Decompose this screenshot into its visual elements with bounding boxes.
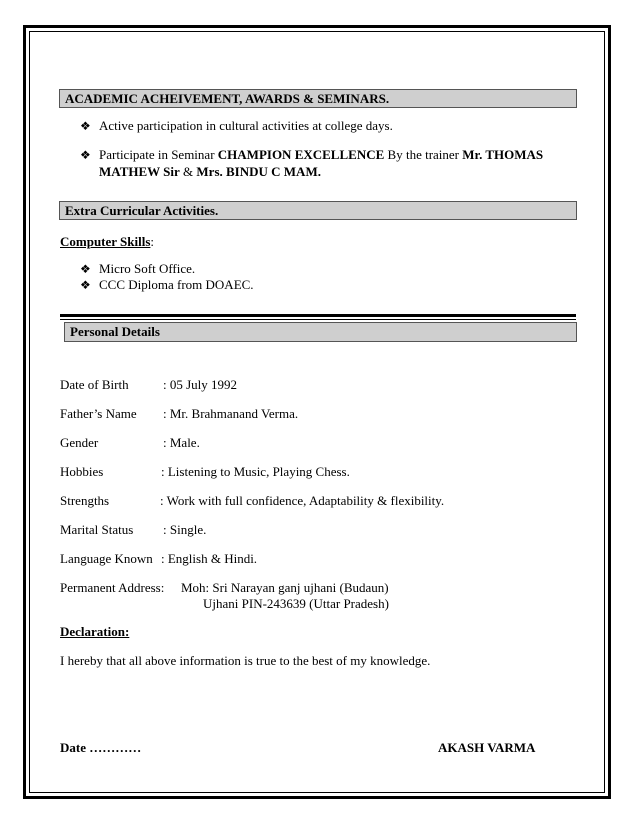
field-label-strengths: Strengths bbox=[60, 493, 110, 508]
field-value-hobbies: : Listening to Music, Playing Chess. bbox=[161, 464, 350, 479]
academic-bullet-2-pre: Participate in Seminar bbox=[99, 147, 218, 162]
academic-bullet-2-line2 bbox=[99, 164, 321, 180]
field-label-hobbies: Hobbies bbox=[60, 464, 104, 479]
section-heading-extra-curricular: Extra Curricular Activities. bbox=[59, 201, 577, 220]
date-label: Date ………… bbox=[60, 740, 142, 755]
field-label-language: Language Known bbox=[60, 551, 153, 566]
diamond-bullet-icon: ❖ bbox=[80, 119, 91, 133]
academic-bullet-2-mid: By the trainer bbox=[384, 147, 463, 162]
divider-thick bbox=[60, 314, 576, 317]
field-label-dob: Date of Birth bbox=[60, 377, 129, 392]
academic-bullet-1: Active participation in cultural activities at college days. bbox=[99, 118, 393, 133]
field-value-gender: : Male. bbox=[163, 435, 200, 450]
field-value-address-line1: Moh: Sri Narayan ganj ujhani (Budaun) bbox=[181, 580, 389, 595]
computer-skill-item-2: CCC Diploma from DOAEC. bbox=[99, 277, 254, 292]
section-heading-personal: Personal Details bbox=[64, 322, 577, 342]
declaration-heading: Declaration: bbox=[60, 624, 130, 639]
academic-bullet-2-seminar: CHAMPION EXCELLENCE bbox=[217, 147, 385, 162]
academic-bullet-2-trainer: Mr. THOMAS bbox=[462, 147, 544, 162]
field-label-gender: Gender bbox=[60, 435, 99, 450]
academic-bullet-2-trainer2: Mrs. BINDU C MAM. bbox=[196, 164, 321, 179]
diamond-bullet-icon: ❖ bbox=[80, 278, 91, 292]
diamond-bullet-icon: ❖ bbox=[80, 262, 91, 276]
field-label-father: Father’s Name bbox=[60, 406, 137, 421]
section-heading-academic: ACADEMIC ACHEIVEMENT, AWARDS & SEMINARS. bbox=[59, 89, 577, 108]
field-label-address: Permanent Address: bbox=[60, 580, 165, 595]
field-value-address-line2: Ujhani PIN-243639 (Uttar Pradesh) bbox=[203, 596, 389, 611]
field-value-father: : Mr. Brahmanand Verma. bbox=[163, 406, 299, 421]
field-value-marital: : Single. bbox=[163, 522, 207, 537]
field-value-dob: : 05 July 1992 bbox=[163, 377, 238, 392]
declaration-text: I hereby that all above information is true to the best of my knowledge. bbox=[60, 653, 431, 668]
computer-skill-item-1: Micro Soft Office. bbox=[99, 261, 196, 276]
diamond-bullet-icon: ❖ bbox=[80, 148, 91, 162]
signature-name: AKASH VARMA bbox=[438, 740, 536, 755]
computer-skills-heading: Computer Skills: bbox=[60, 234, 155, 249]
academic-bullet-2-amp: & bbox=[179, 164, 197, 179]
academic-bullet-2-line1 bbox=[99, 147, 543, 163]
academic-bullet-2-trainer-cont: MATHEW Sir bbox=[99, 164, 180, 179]
field-label-marital: Marital Status bbox=[60, 522, 134, 537]
field-value-language: : English & Hindi. bbox=[161, 551, 258, 566]
divider-thin bbox=[60, 319, 576, 320]
field-value-strengths: : Work with full confidence, Adaptability & flexibility. bbox=[160, 493, 445, 508]
